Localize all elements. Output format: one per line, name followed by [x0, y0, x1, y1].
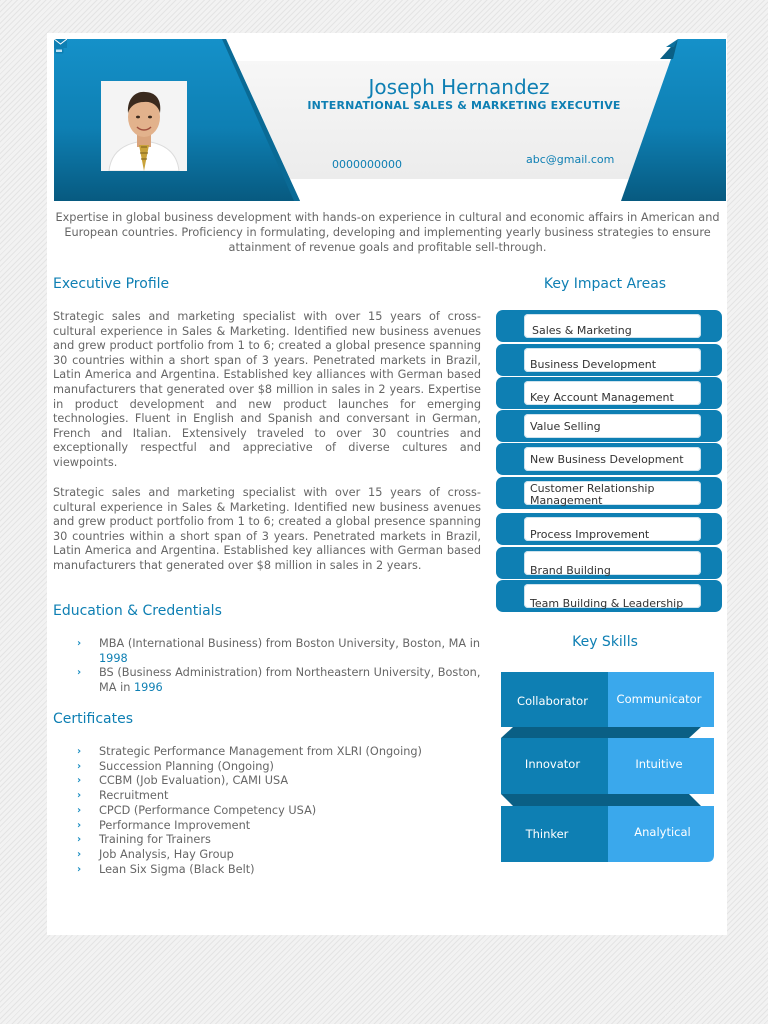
impact-area-item: Brand Building	[496, 547, 722, 579]
education-item: › BS (Business Administration) from Northeastern University, Boston, MA in 1996	[77, 666, 481, 695]
certificate-item: › Succession Planning (Ongoing)	[77, 759, 274, 773]
email-address[interactable]: abc@gmail.com	[526, 153, 615, 166]
impact-area-item: Process Improvement	[496, 513, 722, 545]
chevron-right-icon: ›	[77, 790, 82, 802]
certificates-heading: Certificates	[53, 711, 134, 727]
skill-collaborator: Collaborator	[517, 694, 588, 708]
skill-thinker: Thinker	[525, 827, 569, 841]
chevron-right-icon: ›	[77, 760, 82, 772]
executive-profile-heading: Executive Profile	[53, 276, 170, 292]
impact-area-item: Team Building & Leadership	[496, 580, 722, 612]
chevron-right-icon: ›	[77, 746, 82, 757]
summary-statement: Expertise in global business development with hands-on experience in cultural and economic affairs in American and European countries. Proficiency in formulating, developing and implementing yearly business strategies to ensure attainment of revenue goals and profitable sell-through.	[55, 211, 720, 254]
impact-area-item: Key Account Management	[496, 377, 722, 409]
chevron-right-icon: ›	[77, 804, 82, 816]
phone-number: 0000000000	[332, 158, 402, 171]
graduation-year: 1996	[133, 681, 163, 695]
impact-area-item: Value Selling	[496, 410, 722, 442]
impact-area-item: Customer Relationship Management	[496, 477, 722, 509]
profile-paragraph: Strategic sales and marketing specialist with over 15 years of cross-cultural experience in Sales & Marketing. Identified new business avenues and grew product portfolio from 1 to 6; created a global presence spanning 30 countries within a short span of 3 years. Penetrated markets in Brazil, Latin America and Argentina. Established key alliances with German based manufacturers that generated over $8 million in sales in 2 years. Expertise in product development and new product launches for emerging technologies. Fluent in English and Spanish and conversant in German, French and Italian. Extensively traveled to over 30 countries and exceptionally respectful and appreciative of diverse cultures and viewpoints.	[53, 310, 481, 469]
certificate-item: › Strategic Performance Management from XLRI (Ongoing)	[77, 745, 422, 758]
certificate-item: › Job Analysis, Hay Group	[77, 847, 234, 861]
header-banner	[54, 39, 726, 201]
profile-paragraph: Strategic sales and marketing specialist with over 15 years of cross-cultural experience in Sales & Marketing. Identified new business avenues and grew product portfolio from 1 to 6; created a global presence spanning 30 countries within a short span of 3 years. Penetrated markets in Brazil, Latin America and Argentina. Established key alliances with German based manufacturers that generated over $8 million in sales in 2 years.	[53, 486, 481, 572]
graduation-year: 1998	[99, 651, 128, 665]
envelope-icon	[54, 39, 67, 48]
certificate-item: › CCBM (Job Evaluation), CAMI USA	[77, 774, 289, 788]
chevron-right-icon: ›	[77, 863, 82, 875]
certificate-item: › CPCD (Performance Competency USA)	[77, 803, 317, 817]
certificate-item: › Lean Six Sigma (Black Belt)	[77, 862, 255, 876]
skill-innovator: Innovator	[524, 757, 581, 771]
chevron-right-icon: ›	[77, 848, 82, 860]
impact-area-item: Sales & Marketing	[496, 310, 722, 342]
certificate-item: › Performance Improvement	[77, 818, 251, 832]
impact-area-item: New Business Development	[496, 443, 722, 475]
skill-communicator: Communicator	[616, 692, 702, 706]
chevron-right-icon: ›	[77, 667, 82, 679]
candidate-title: INTERNATIONAL SALES & MARKETING EXECUTIVE	[307, 99, 621, 112]
chevron-right-icon: ›	[77, 819, 82, 831]
chevron-right-icon: ›	[77, 638, 82, 649]
certificate-item: › Training for Trainers	[77, 833, 211, 847]
chevron-right-icon: ›	[77, 775, 82, 787]
education-heading: Education & Credentials	[53, 603, 222, 619]
certificates-list	[77, 745, 487, 877]
candidate-name: Joseph Hernandez	[368, 75, 550, 99]
education-item: › MBA (International Business) from Boston University, Boston, MA in 1998	[77, 637, 481, 665]
certificate-item: › Recruitment	[77, 789, 169, 803]
impact-area-item: Business Development	[496, 344, 722, 376]
key-impact-areas-heading: Key Impact Areas	[543, 276, 667, 292]
profile-photo	[101, 81, 187, 171]
skill-intuitive: Intuitive	[635, 757, 683, 771]
resume-page	[47, 33, 727, 935]
skill-analytical: Analytical	[634, 825, 691, 839]
education-list	[77, 637, 487, 696]
chevron-right-icon: ›	[77, 834, 82, 846]
key-skills-heading: Key Skills	[572, 634, 638, 650]
key-skills-grid	[501, 672, 714, 862]
